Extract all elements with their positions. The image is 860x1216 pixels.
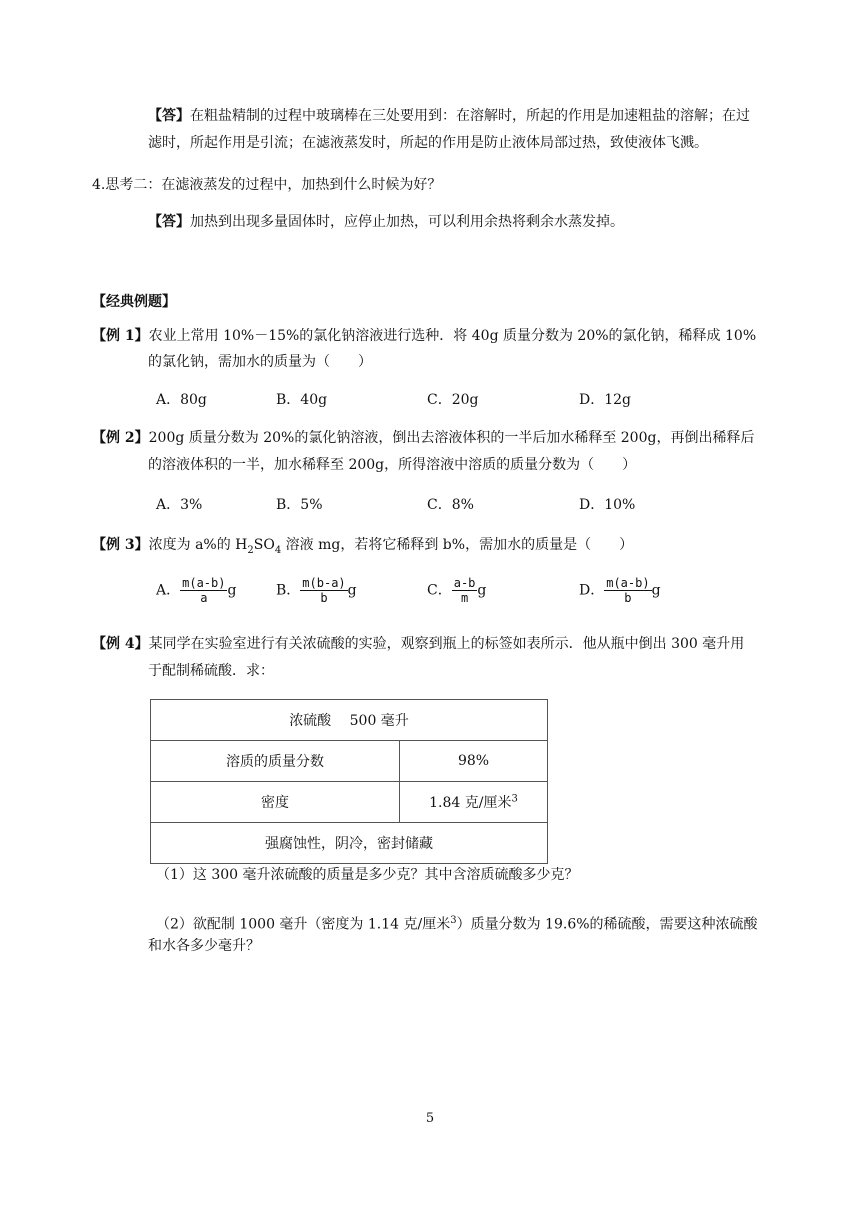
denominator: b	[624, 591, 632, 605]
table-footer: 强腐蚀性，阴冷，密封储藏	[151, 823, 548, 864]
mass-fraction-label: 溶质的质量分数	[151, 741, 400, 782]
table-header: 浓硫酸 500 毫升	[151, 700, 548, 741]
denominator: m	[460, 591, 469, 605]
example-label: 【例 3】	[92, 537, 149, 553]
example-3-line-1	[92, 531, 633, 565]
unit: g	[347, 582, 357, 599]
subscript: 2	[247, 544, 254, 556]
denominator: a	[200, 591, 208, 605]
numerator: m(b-a)	[302, 576, 346, 590]
density-value: 1.84 克/厘米	[429, 795, 512, 811]
answer-1-line-2: 滤时，所起作用是引流；在滤液蒸发时，所起的作用是防止液体局部过热，致使液体飞溅。	[148, 135, 708, 151]
example-2-line-2: 的溶液体积的一半，加水稀释至 200g，所得溶液中溶质的质量分数为（ ）	[148, 457, 637, 473]
question-1: （1）这 300 毫升浓硫酸的质量是多少克？其中含溶质硫酸多少克？	[156, 867, 579, 883]
numerator: m(a-b)	[182, 576, 226, 590]
answer-2	[148, 208, 624, 237]
option-a[interactable]: A．3%	[156, 497, 203, 513]
option-letter: A．	[156, 582, 181, 599]
option-d[interactable]: D．10%	[579, 497, 636, 513]
acid-label-table	[150, 699, 548, 864]
table-row	[151, 823, 548, 864]
answer-text: 在粗盐精制的过程中玻璃棒在三处要用到：在溶解时，所起的作用是加速粗盐的溶解；在过	[190, 108, 750, 124]
option-letter: D．	[579, 582, 605, 599]
subscript: 4	[274, 544, 282, 556]
question-text: （2）欲配制 1000 毫升（密度为 1.14 克/厘米	[156, 916, 451, 933]
table-row	[151, 700, 548, 741]
example-2-options	[0, 491, 860, 520]
example-2-line-1	[92, 424, 754, 453]
table-row	[151, 741, 548, 782]
superscript: 3	[450, 915, 457, 926]
density-label: 密度	[151, 782, 400, 823]
option-a[interactable]	[156, 576, 236, 605]
fraction	[452, 576, 478, 605]
option-letter: B．	[276, 582, 301, 599]
answer-prefix: 【答】	[148, 214, 190, 230]
option-c[interactable]	[427, 576, 486, 605]
fraction	[180, 576, 227, 605]
option-b[interactable]: B．40g	[276, 392, 328, 408]
table-row	[151, 782, 548, 823]
option-b[interactable]: B．5%	[276, 497, 323, 513]
answer-text: 加热到出现多量固体时，应停止加热，可以利用余热将剩余水蒸发掉。	[190, 214, 624, 230]
unit: g	[477, 582, 487, 599]
option-c[interactable]: C．8%	[427, 497, 474, 513]
option-b[interactable]	[276, 576, 357, 605]
option-letter: C．	[427, 582, 452, 599]
question-2-line-2: 和水各多少毫升？	[148, 938, 260, 954]
example-text: 200g 质量分数为 20%的氯化钠溶液，倒出去溶液体积的一半后加水稀释至 200g，再倒出稀释后	[148, 430, 755, 446]
example-1-line-2: 的氯化钠，需加水的质量为（ ）	[148, 354, 372, 370]
numerator: m(a-b)	[606, 576, 650, 590]
denominator: b	[320, 591, 328, 605]
example-text: 溶液 mg，若将它稀释到 b%，需加水的质量是（ ）	[281, 537, 634, 553]
example-text: 浓度为 a%的 H	[148, 537, 248, 553]
fraction	[300, 576, 347, 605]
option-a[interactable]: A．80g	[156, 392, 207, 408]
numerator: a-b	[453, 576, 476, 590]
example-1-line-1	[92, 322, 756, 351]
mass-fraction-value: 98%	[400, 741, 548, 782]
unit: g	[651, 582, 661, 599]
density-value-cell	[400, 782, 548, 823]
example-label: 【例 1】	[92, 328, 149, 344]
example-3-options	[0, 576, 860, 616]
fraction	[604, 576, 651, 605]
example-text: 某同学在实验室进行有关浓硫酸的实验，观察到瓶上的标签如表所示．他从瓶中倒出 300 毫升用	[148, 636, 745, 652]
page-number: 5	[425, 1111, 435, 1126]
answer-1-line-1	[148, 102, 750, 131]
superscript: 3	[511, 793, 518, 805]
option-d[interactable]: D．12g	[579, 392, 632, 408]
example-4-line-2: 于配制稀硫酸．求：	[148, 663, 274, 679]
answer-prefix: 【答】	[148, 108, 190, 124]
unit: g	[227, 582, 237, 599]
example-text: SO	[253, 537, 275, 553]
example-text: 农业上常用 10%－15%的氯化钠溶液进行选种．将 40g 质量分数为 20%的氯化钠，稀释成 10%	[148, 328, 757, 344]
example-4-line-1	[92, 630, 744, 659]
example-1-options	[0, 386, 860, 415]
think-2-question: 4.思考二：在滤液蒸发的过程中，加热到什么时候为好？	[92, 177, 442, 193]
example-label: 【例 2】	[92, 430, 149, 446]
question-text: ）质量分数为 19.6%的稀硫酸，需要这种浓硫酸	[456, 916, 758, 933]
example-label: 【例 4】	[92, 636, 149, 652]
section-title: 【经典例题】	[92, 294, 176, 310]
option-d[interactable]	[579, 576, 661, 605]
option-c[interactable]: C．20g	[427, 392, 479, 408]
